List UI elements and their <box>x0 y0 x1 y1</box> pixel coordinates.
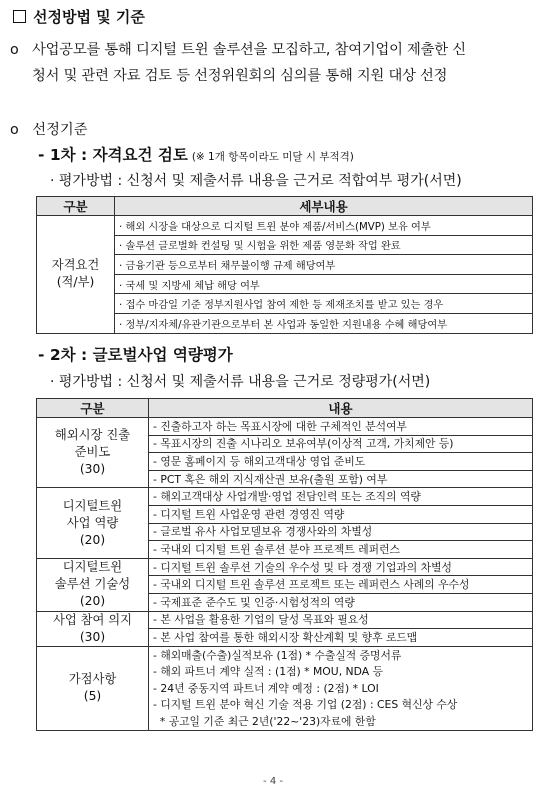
group-business-capability: 디지털트윈 사업 역량 (20) <box>37 488 149 558</box>
stage1-item: · 접수 마감일 기준 정부지원사업 참여 제한 등 제재조치를 받고 있는 경우 <box>115 294 533 314</box>
stage2-title: - 2차 : 글로벌사업 역량평가 <box>38 346 233 364</box>
stage2-item: - 진출하고자 하는 목표시장에 대한 구체적인 분석여부 <box>149 418 533 436</box>
stage2-header-category: 구분 <box>37 399 149 418</box>
stage1-item: · 국세 및 지방세 체납 해당 여부 <box>115 274 533 294</box>
group-market-readiness: 해외시장 진출 준비도 (30) <box>37 418 149 488</box>
stage1-title: - 1차 : 자격요건 검토 (※ 1개 항목이라도 미달 시 부적격) <box>38 146 354 164</box>
stage2-item: - 영문 홈페이지 등 해외고객대상 영업 준비도 <box>149 453 533 471</box>
intro-line-1: 사업공모를 통해 디지털 트윈 솔루션을 모집하고, 참여기업이 제출한 신 <box>32 42 466 58</box>
stage1-item: · 솔루션 글로벌화 컨설팅 및 시험을 위한 제품 영문화 작업 완료 <box>115 235 533 255</box>
stage2-item: - 본 사업을 활용한 기업의 달성 목표와 필요성 <box>149 611 533 629</box>
stage2-item: - 본 사업 참여를 통한 해외시장 확산계획 및 향후 로드맵 <box>149 629 533 647</box>
stage1-header-detail: 세부내용 <box>115 197 533 216</box>
stage2-header-detail: 내용 <box>149 399 533 418</box>
stage2-item: - 해외매출(수출)실적보유 (1점) * 수출실적 증명서류 <box>149 646 533 663</box>
stage2-item: - 국내외 디지털 트윈 솔루션 프로젝트 또는 레퍼런스 사례의 우수성 <box>149 576 533 594</box>
stage1-header-category: 구분 <box>37 197 115 216</box>
stage2-item: - 디지털 트윈 솔루션 기술의 우수성 및 타 경쟁 기업과의 차별성 <box>149 558 533 576</box>
intro-line-2: 청서 및 관련 자료 검토 등 선정위원회의 심의를 통해 지원 대상 선정 <box>32 68 448 84</box>
criteria-heading: o 선정기준 <box>10 122 88 138</box>
stage2-item: - PCT 혹은 해외 지식재산권 보유(출원 포함) 여부 <box>149 470 533 488</box>
intro-paragraph: o 사업공모를 통해 디지털 트윈 솔루션을 모집하고, 참여기업이 제출한 신 청서 및 관련 자료 검토 등 선정위원회의 심의를 통해 지원 대상 선정 <box>32 37 540 89</box>
stage1-note: (※ 1개 항목이라도 미달 시 부적격) <box>191 151 354 163</box>
stage1-category-cell: 자격요건 (적/부) <box>37 216 115 334</box>
stage2-item: - 국제표준 준수도 및 인증·시험성적의 역량 <box>149 593 533 611</box>
stage1-item: · 정부/지자체/유관기관으로부터 본 사업과 동일한 지원내용 수혜 해당여부 <box>115 313 533 333</box>
page-number: - 4 - <box>263 776 283 787</box>
stage2-item: - 디지털 트윈 분야 혁신 기술 적용 기업 (2점) : CES 혁신상 수상 <box>149 697 533 714</box>
stage1-item: · 금융기관 등으로부터 채무불이행 규제 해당여부 <box>115 255 533 275</box>
section-title: 선정방법 및 기준 <box>13 6 145 27</box>
stage1-item: · 해외 시장을 대상으로 디지털 트윈 분야 제품/서비스(MVP) 보유 여부 <box>115 216 533 236</box>
stage2-item: - 해외 파트너 계약 실적 : (1점) * MOU, NDA 등 <box>149 663 533 680</box>
stage1-table <box>36 196 533 334</box>
stage2-table <box>36 398 533 731</box>
stage1-method: · 평가방법 : 신청서 및 제출서류 내용을 근거로 적합여부 평가(서면) <box>50 173 462 189</box>
stage2-item: - 글로벌 유사 사업모델보유 경쟁사와의 차별성 <box>149 523 533 541</box>
stage2-item: - 해외고객대상 사업개발·영업 전담인력 또는 조직의 역량 <box>149 488 533 506</box>
group-participation-will: 사업 참여 의지 (30) <box>37 611 149 646</box>
stage2-item: - 국내외 디지털 트윈 솔루션 분야 프로젝트 레퍼런스 <box>149 541 533 559</box>
stage2-method: · 평가방법 : 신청서 및 제출서류 내용을 근거로 정량평가(서면) <box>50 374 431 390</box>
stage2-item: - 목표시장의 진출 시나리오 보유여부(이상적 고객, 가치제안 등) <box>149 435 533 453</box>
stage2-item-note: * 공고일 기준 최근 2년('22~'23)자료에 한함 <box>149 713 533 730</box>
checkbox-square-icon <box>13 10 26 23</box>
group-bonus-points: 가점사항 (5) <box>37 646 149 730</box>
stage2-item: - 디지털 트윈 사업운영 관련 경영진 역량 <box>149 505 533 523</box>
stage2-item: - 24년 중동지역 파트너 계약 예정 : (2점) * LOI <box>149 680 533 697</box>
group-solution-technology: 디지털트윈 솔루션 기술성 (20) <box>37 558 149 611</box>
